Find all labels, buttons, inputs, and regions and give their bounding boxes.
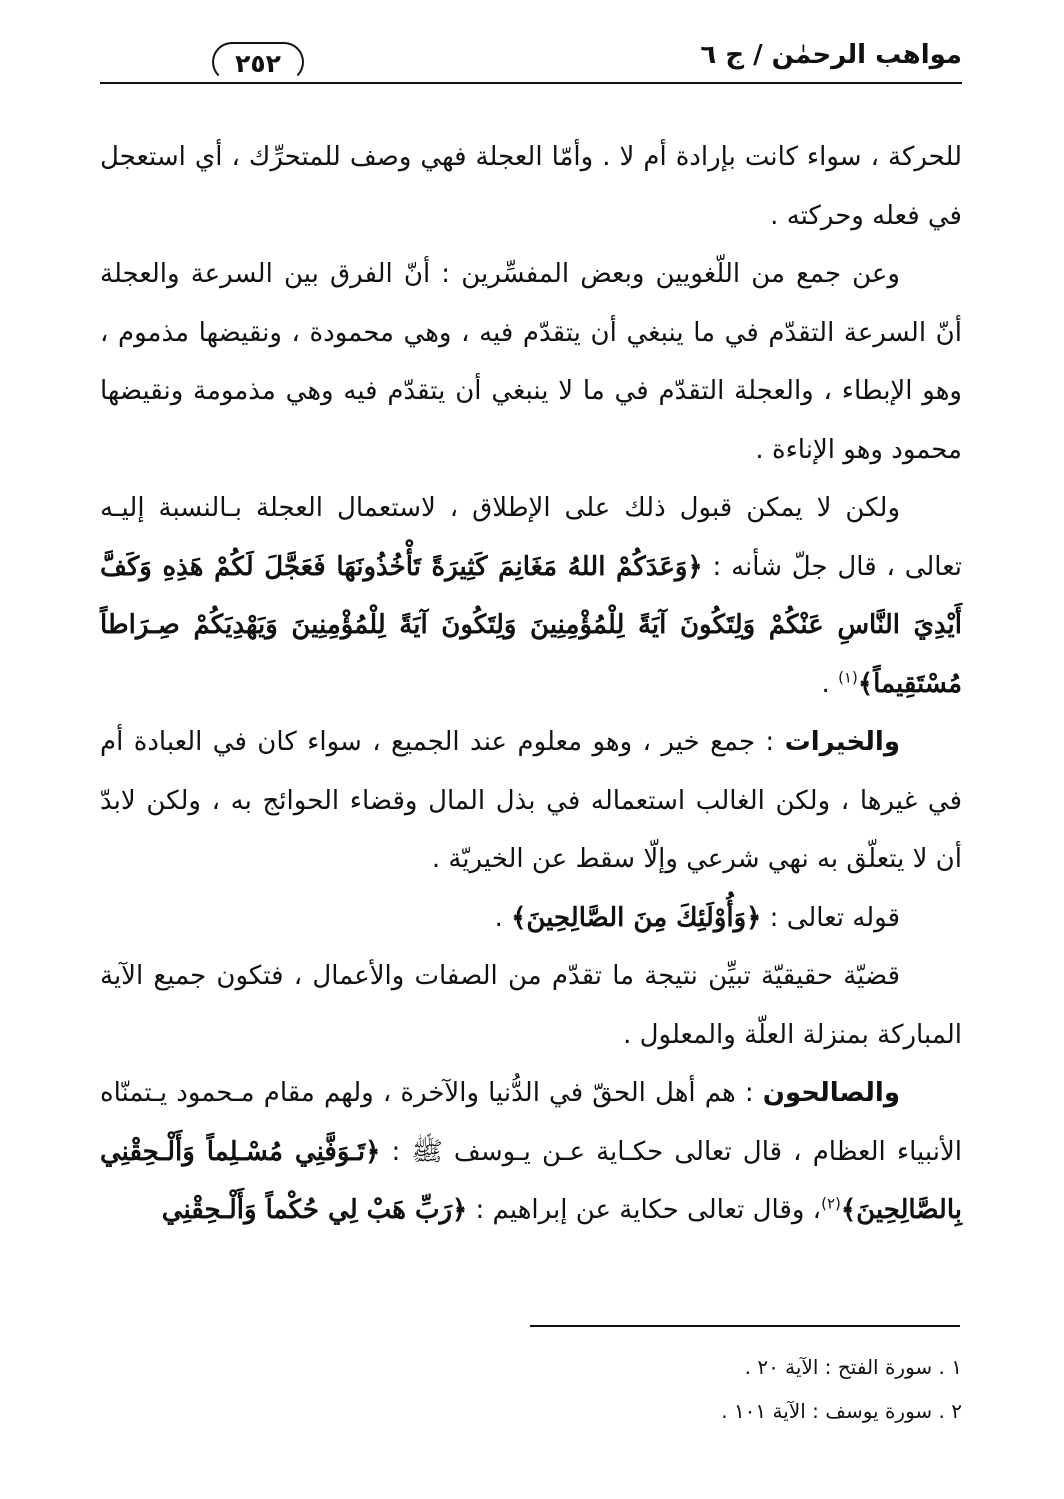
- quran-verse: ﴿وَأُوْلَئِكَ مِنَ الصَّالِحِينَ﴾: [511, 902, 762, 933]
- text-run: قضيّة حقيقيّة تبيِّن نتيجة ما تقدّم من الصفات والأعمال ، فتكون جميع الآية المباركة بمنزلة العلّة والمعلول .: [100, 961, 962, 1050]
- page-number: ٢٥٢: [235, 49, 281, 78]
- footnotes: [100, 1345, 962, 1433]
- paragraph: [100, 1064, 962, 1240]
- text-run: للحركة ، سواء كانت بإرادة أم لا . وأمّا العجلة فهي وصف للمتحرِّك ، أي استعجل في فعله وحركته .: [100, 142, 962, 231]
- quran-verse: ﴿وَعَدَكُمْ اللهُ مَغَانِمَ كَثِيرَةً تَأْخُذُونَهَا فَعَجَّلَ لَكُمْ هَذِهِ وَكَفَّ أَيْدِيَ النَّاسِ عَنْكُمْ وَلِتَكُونَ آيَةً لِلْمُؤْمِنِينَ وَلِتَكُونَ آيَةً لِلْمُؤْمِنِينَ وَيَهْدِيَكُمْ صِـرَاطاً مُسْتَقِيماً﴾: [100, 551, 962, 699]
- quran-verse: ﴿تَـوَفَّنِي مُسْـلِماً وَأَلْـحِقْنِي بِالصَّالِحِينَ﴾: [100, 1136, 962, 1225]
- footnote-separator: [530, 1325, 960, 1327]
- page-header: [100, 30, 962, 86]
- paragraph: [100, 947, 962, 1064]
- body-text: [100, 128, 962, 1240]
- text-run: .: [494, 902, 512, 933]
- text-run: ولكن لا يمكن قبول ذلك على الإطلاق ، لاستعمال العجلة بـالنسبة إليـه تعالى ، قال جلّ شأنه :: [100, 493, 962, 582]
- paragraph: [100, 245, 962, 479]
- text-run: وعن جمع من اللّغويين وبعض المفسِّرين : أنّ الفرق بين السرعة والعجلة أنّ السرعة التقدّم في ما ينبغي أن يتقدّم فيه ، وهي محمودة ، ونقيضها مذموم ، وهو الإبطاء ، والعجلة التقدّم في ما لا ينبغي أن يتقدّم فيه وهي مذمومة ونقيضها محمود وهو الإناءة .: [100, 259, 962, 465]
- footnote-marker: (١): [838, 667, 858, 686]
- text-run: : هم أهل الحقّ في الدُّنيا والآخرة ، ولهم مقام مـحمود يـتمنّاه الأنبياء العظام ، قال تعالى حكـاية عـن يـوسف ﷺ :: [100, 1078, 962, 1167]
- paragraph: [100, 713, 962, 889]
- defined-term: والصالحون: [762, 1078, 900, 1108]
- running-title: مواهب الرحمٰن / ج ٦: [700, 40, 962, 70]
- quran-verse: ﴿رَبِّ هَبْ لِي حُكْماً وَأَلْـحِقْنِي: [161, 1195, 468, 1225]
- defined-term: والخيرات: [784, 727, 900, 757]
- text-run: .: [821, 668, 839, 699]
- footnote-2: ٢ . سورة يوسف : الآية ١٠١ .: [721, 1399, 962, 1423]
- text-run: قوله تعالى :: [761, 902, 900, 933]
- paragraph: [100, 889, 962, 948]
- paragraph: [100, 479, 962, 713]
- footnote-1: ١ . سورة الفتح : الآية ٢٠ .: [744, 1355, 962, 1379]
- page-number-frame: [212, 42, 304, 82]
- text-run: : جمع خير ، وهو معلوم عند الجميع ، سواء كان في العبادة أم في غيرها ، ولكن الغالب استعماله في بذل المال وقضاء الحوائج به ، ولكن لابدّ أن لا يتعلّق به نهي شرعي وإلّا سقط عن الخيريّة .: [100, 727, 962, 874]
- paragraph: [100, 128, 962, 245]
- text-run: ، وقال تعالى حكاية عن إبراهيم :: [467, 1195, 822, 1225]
- footnote-marker: (٢): [821, 1194, 841, 1213]
- header-rule: [100, 82, 962, 84]
